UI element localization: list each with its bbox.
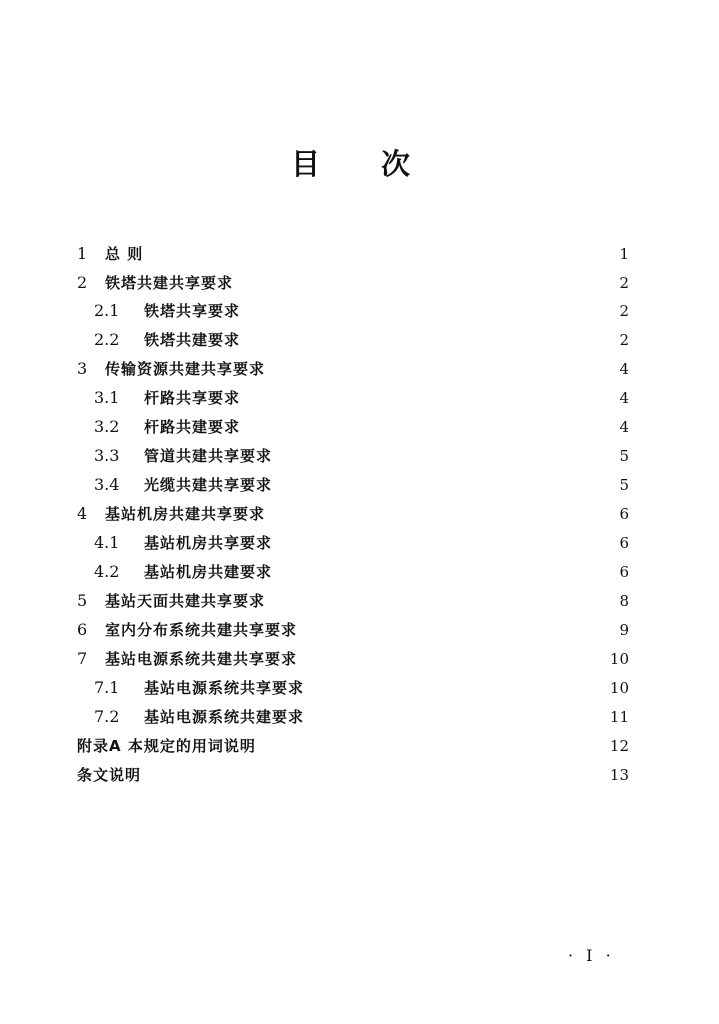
toc-entry-number: 4 bbox=[77, 504, 88, 523]
toc-leader-dots bbox=[266, 326, 613, 354]
toc-entry-label: 基站机房共建共享要求 bbox=[105, 505, 266, 523]
toc-entry-page: 6 bbox=[619, 563, 629, 581]
toc-entry-label: 杆路共享要求 bbox=[144, 389, 241, 407]
toc-entry-appendix-a bbox=[77, 732, 629, 760]
toc-entry-label: 杆路共建要求 bbox=[144, 418, 241, 436]
toc-entry-label: 管道共建共享要求 bbox=[144, 447, 273, 465]
page-folio: · I · bbox=[568, 946, 615, 965]
toc-entry-number: 3.4 bbox=[94, 475, 120, 494]
toc-leader-dots bbox=[266, 413, 613, 441]
toc-leader-dots bbox=[308, 674, 604, 702]
toc-entry-5 bbox=[77, 587, 629, 615]
toc-entry-6 bbox=[77, 616, 629, 644]
toc-entry-page: 4 bbox=[619, 360, 629, 378]
toc-entry-label: 基站机房共享要求 bbox=[144, 534, 273, 552]
toc-entry-label: 基站电源系统共建要求 bbox=[144, 708, 305, 726]
toc-entry-number: 7 bbox=[77, 649, 88, 668]
toc-entry-label: 传输资源共建共享要求 bbox=[105, 360, 266, 378]
toc-entry-number: 4.2 bbox=[94, 562, 120, 581]
toc-entry-3-2 bbox=[94, 413, 629, 441]
toc-entry-number: 3 bbox=[77, 359, 88, 378]
toc-leader-dots bbox=[285, 355, 613, 383]
toc-leader-dots bbox=[296, 442, 613, 470]
toc-entry-page: 13 bbox=[609, 766, 629, 784]
toc-entry-1 bbox=[77, 240, 629, 268]
toc-entry-label: 基站电源系统共享要求 bbox=[144, 679, 305, 697]
toc-entry-label: 光缆共建共享要求 bbox=[144, 476, 273, 494]
toc-entry-label: 条文说明 bbox=[77, 766, 142, 784]
toc-entry-4-2 bbox=[94, 558, 629, 586]
toc-entry-4 bbox=[77, 500, 629, 528]
toc-leader-dots bbox=[266, 384, 613, 412]
toc-entry-page: 5 bbox=[619, 447, 629, 465]
toc-leader-dots bbox=[296, 558, 613, 586]
toc-entry-3-4 bbox=[94, 471, 629, 499]
toc-entry-number: 3.3 bbox=[94, 446, 120, 465]
toc-entry-label: 总 则 bbox=[105, 245, 144, 263]
toc-entry-page: 4 bbox=[619, 389, 629, 407]
toc-entry-page: 6 bbox=[619, 534, 629, 552]
toc-entry-number: 7.1 bbox=[94, 678, 120, 697]
toc-entry-number: 2.1 bbox=[94, 301, 120, 320]
toc-entry-number: 4.1 bbox=[94, 533, 120, 552]
toc-entry-label: 基站电源系统共建共享要求 bbox=[105, 650, 298, 668]
toc-entry-2 bbox=[77, 269, 629, 297]
toc-entry-label: 基站天面共建共享要求 bbox=[105, 592, 266, 610]
toc-entry-page: 1 bbox=[619, 245, 629, 263]
toc-leader-dots bbox=[289, 587, 613, 615]
toc-entry-page: 4 bbox=[619, 418, 629, 436]
toc-leader-dots bbox=[259, 269, 613, 297]
toc-entry-label: 附录A 本规定的用词说明 bbox=[77, 737, 256, 755]
toc-entry-3 bbox=[77, 355, 629, 383]
toc-entry-page: 2 bbox=[619, 331, 629, 349]
toc-entry-number: 3.2 bbox=[94, 417, 120, 436]
toc-entry-page: 11 bbox=[609, 708, 629, 726]
toc-entry-explanation bbox=[77, 761, 629, 789]
toc-leader-dots bbox=[296, 471, 613, 499]
toc-leader-dots bbox=[289, 500, 613, 528]
toc-entry-2-2 bbox=[94, 326, 629, 354]
toc-leader-dots bbox=[266, 297, 613, 325]
toc-entry-2-1 bbox=[94, 297, 629, 325]
toc-leader-dots bbox=[153, 240, 613, 268]
toc-entry-number: 2.2 bbox=[94, 330, 120, 349]
toc-entry-number: 3.1 bbox=[94, 388, 120, 407]
toc-entry-4-1 bbox=[94, 529, 629, 557]
toc-entry-label: 铁塔共建要求 bbox=[144, 331, 241, 349]
toc-entry-label: 室内分布系统共建共享要求 bbox=[105, 621, 298, 639]
toc-entry-7 bbox=[77, 645, 629, 673]
toc-entry-page: 6 bbox=[619, 505, 629, 523]
toc-leader-dots bbox=[296, 529, 613, 557]
toc-entry-label: 铁塔共享要求 bbox=[144, 302, 241, 320]
title-char-1: 目 bbox=[291, 147, 321, 181]
title-char-2: 次 bbox=[381, 147, 411, 181]
toc-entry-3-1 bbox=[94, 384, 629, 412]
toc-entry-page: 2 bbox=[619, 302, 629, 320]
toc-entry-7-2 bbox=[94, 703, 629, 731]
toc-leader-dots bbox=[301, 645, 604, 673]
toc-leader-dots bbox=[274, 732, 604, 760]
toc-entry-page: 8 bbox=[619, 592, 629, 610]
toc-entry-page: 5 bbox=[619, 476, 629, 494]
page-title bbox=[0, 144, 719, 184]
toc-entry-label: 铁塔共建共享要求 bbox=[105, 274, 234, 292]
toc-leader-dots bbox=[317, 616, 613, 644]
toc-entry-number: 6 bbox=[77, 620, 88, 639]
toc-leader-dots bbox=[179, 761, 604, 789]
toc-entry-page: 10 bbox=[609, 679, 629, 697]
toc-entry-number: 7.2 bbox=[94, 707, 120, 726]
toc-entry-number: 2 bbox=[77, 273, 88, 292]
toc-entry-page: 10 bbox=[609, 650, 629, 668]
toc-leader-dots bbox=[308, 703, 604, 731]
toc-entry-page: 9 bbox=[619, 621, 629, 639]
toc-entry-3-3 bbox=[94, 442, 629, 470]
toc-entry-7-1 bbox=[94, 674, 629, 702]
toc-entry-page: 12 bbox=[609, 737, 629, 755]
toc-entry-label: 基站机房共建要求 bbox=[144, 563, 273, 581]
toc-entry-page: 2 bbox=[619, 274, 629, 292]
toc-entry-number: 1 bbox=[77, 244, 88, 263]
toc-entry-number: 5 bbox=[77, 591, 88, 610]
